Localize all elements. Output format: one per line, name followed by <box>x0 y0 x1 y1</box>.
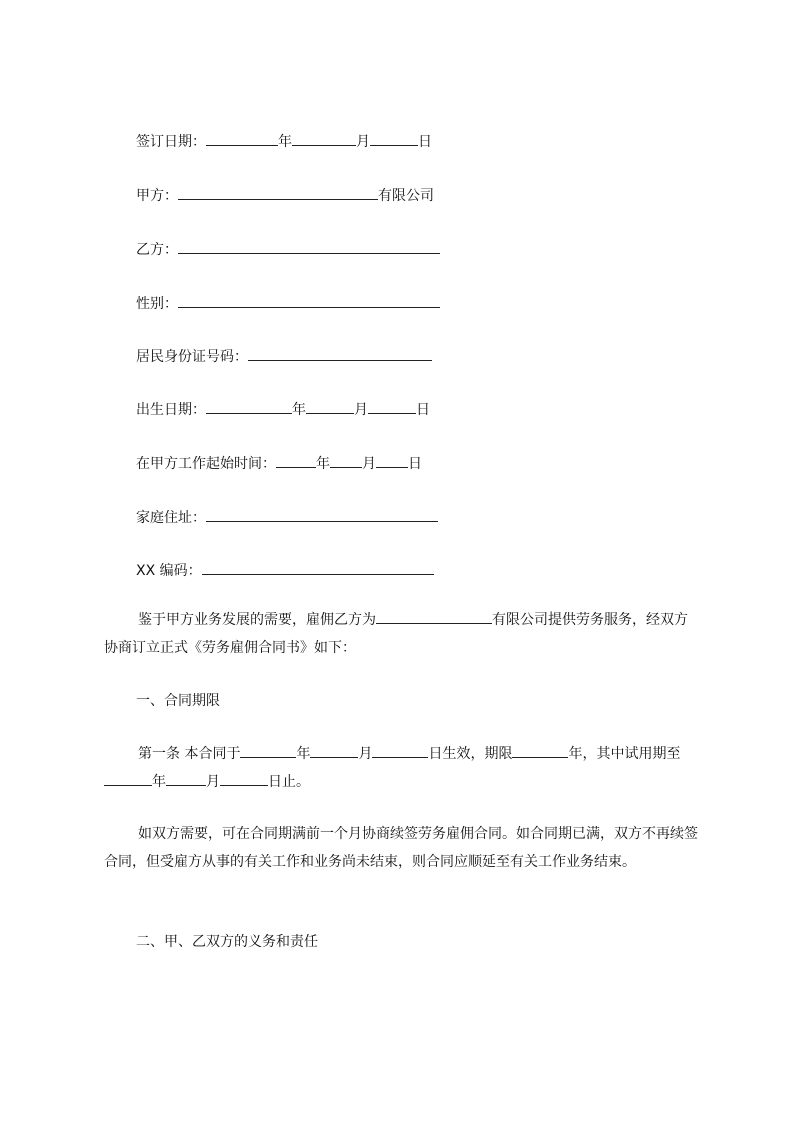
company-blank[interactable] <box>376 609 492 624</box>
party-a-blank[interactable] <box>178 185 378 200</box>
year-unit: 年 <box>292 402 306 418</box>
gender-blank[interactable] <box>178 293 440 308</box>
day-unit: 日 <box>408 456 422 472</box>
address-row <box>136 507 438 528</box>
birth-date-year-blank[interactable] <box>206 399 292 414</box>
start-time-year-blank[interactable] <box>276 453 316 468</box>
party-a-row <box>136 185 434 206</box>
term-years-blank[interactable] <box>512 743 568 758</box>
year-unit: 年 <box>296 746 311 762</box>
party-b-row <box>136 239 440 260</box>
year-unit: 年 <box>152 774 166 790</box>
intro-text-1: 鉴于甲方业务发展的需要，雇佣乙方为 <box>138 612 376 628</box>
code-row <box>136 560 434 581</box>
start-time-month-blank[interactable] <box>330 453 362 468</box>
effective-year-blank[interactable] <box>240 743 296 758</box>
sign-date-month-blank[interactable] <box>292 131 356 146</box>
probation-day-blank[interactable] <box>220 771 268 786</box>
birth-date-month-blank[interactable] <box>306 399 354 414</box>
article-1-text: 第一条 本合同于 <box>138 746 241 762</box>
month-unit: 月 <box>206 774 220 790</box>
month-unit: 月 <box>356 134 370 150</box>
birth-date-day-blank[interactable] <box>368 399 416 414</box>
probation-month-blank[interactable] <box>166 771 206 786</box>
renewal-paragraph: 如双方需要，可在合同期满前一个月协商续签劳务雇佣合同。如合同期已满，双方不再续签合同，但受雇方从事的有关工作和业务尚未结束，则合同应顺延至有关工作业务结束。 <box>104 826 698 870</box>
id-number-blank[interactable] <box>248 346 432 361</box>
day-unit: 日 <box>416 402 430 418</box>
effective-day-blank[interactable] <box>372 743 428 758</box>
article-1-text: 日止。 <box>268 774 310 790</box>
birth-date-row <box>136 399 430 420</box>
address-label: 家庭住址： <box>136 510 206 526</box>
year-unit: 年 <box>316 456 330 472</box>
code-blank[interactable] <box>202 560 434 575</box>
month-unit: 月 <box>358 746 373 762</box>
month-unit: 月 <box>354 402 368 418</box>
party-b-blank[interactable] <box>178 239 440 254</box>
sign-date-label: 签订日期： <box>136 134 206 150</box>
intro-text-2: 有限公司提供劳务服务，经双方协商订立正式《劳务雇佣合同书》如下： <box>104 612 688 656</box>
section-1-title: 一、合同期限 <box>136 693 220 709</box>
article-1-paragraph <box>104 740 700 796</box>
sign-date-year-blank[interactable] <box>206 131 278 146</box>
address-blank[interactable] <box>206 507 438 522</box>
party-b-label: 乙方： <box>136 242 178 258</box>
probation-year-blank[interactable] <box>104 771 152 786</box>
article-1-text: 年，其中试用期至 <box>568 746 681 762</box>
start-time-day-blank[interactable] <box>376 453 408 468</box>
code-label: XX 编码： <box>136 563 202 579</box>
section-2-title: 二、甲、乙双方的义务和责任 <box>136 934 318 950</box>
start-time-row <box>136 453 422 474</box>
gender-label: 性别： <box>136 296 178 312</box>
sign-date-row <box>136 131 432 152</box>
effective-month-blank[interactable] <box>310 743 358 758</box>
month-unit: 月 <box>362 456 376 472</box>
sign-date-day-blank[interactable] <box>370 131 418 146</box>
party-a-label: 甲方： <box>136 188 178 204</box>
year-unit: 年 <box>278 134 292 150</box>
id-number-label: 居民身份证号码： <box>136 349 248 365</box>
birth-date-label: 出生日期： <box>136 402 206 418</box>
party-a-suffix: 有限公司 <box>378 188 434 204</box>
article-1-text: 日生效，期限 <box>428 746 513 762</box>
day-unit: 日 <box>418 134 432 150</box>
gender-row <box>136 293 440 314</box>
intro-paragraph <box>104 606 700 662</box>
id-number-row <box>136 346 432 367</box>
start-time-label: 在甲方工作起始时间： <box>136 456 276 472</box>
